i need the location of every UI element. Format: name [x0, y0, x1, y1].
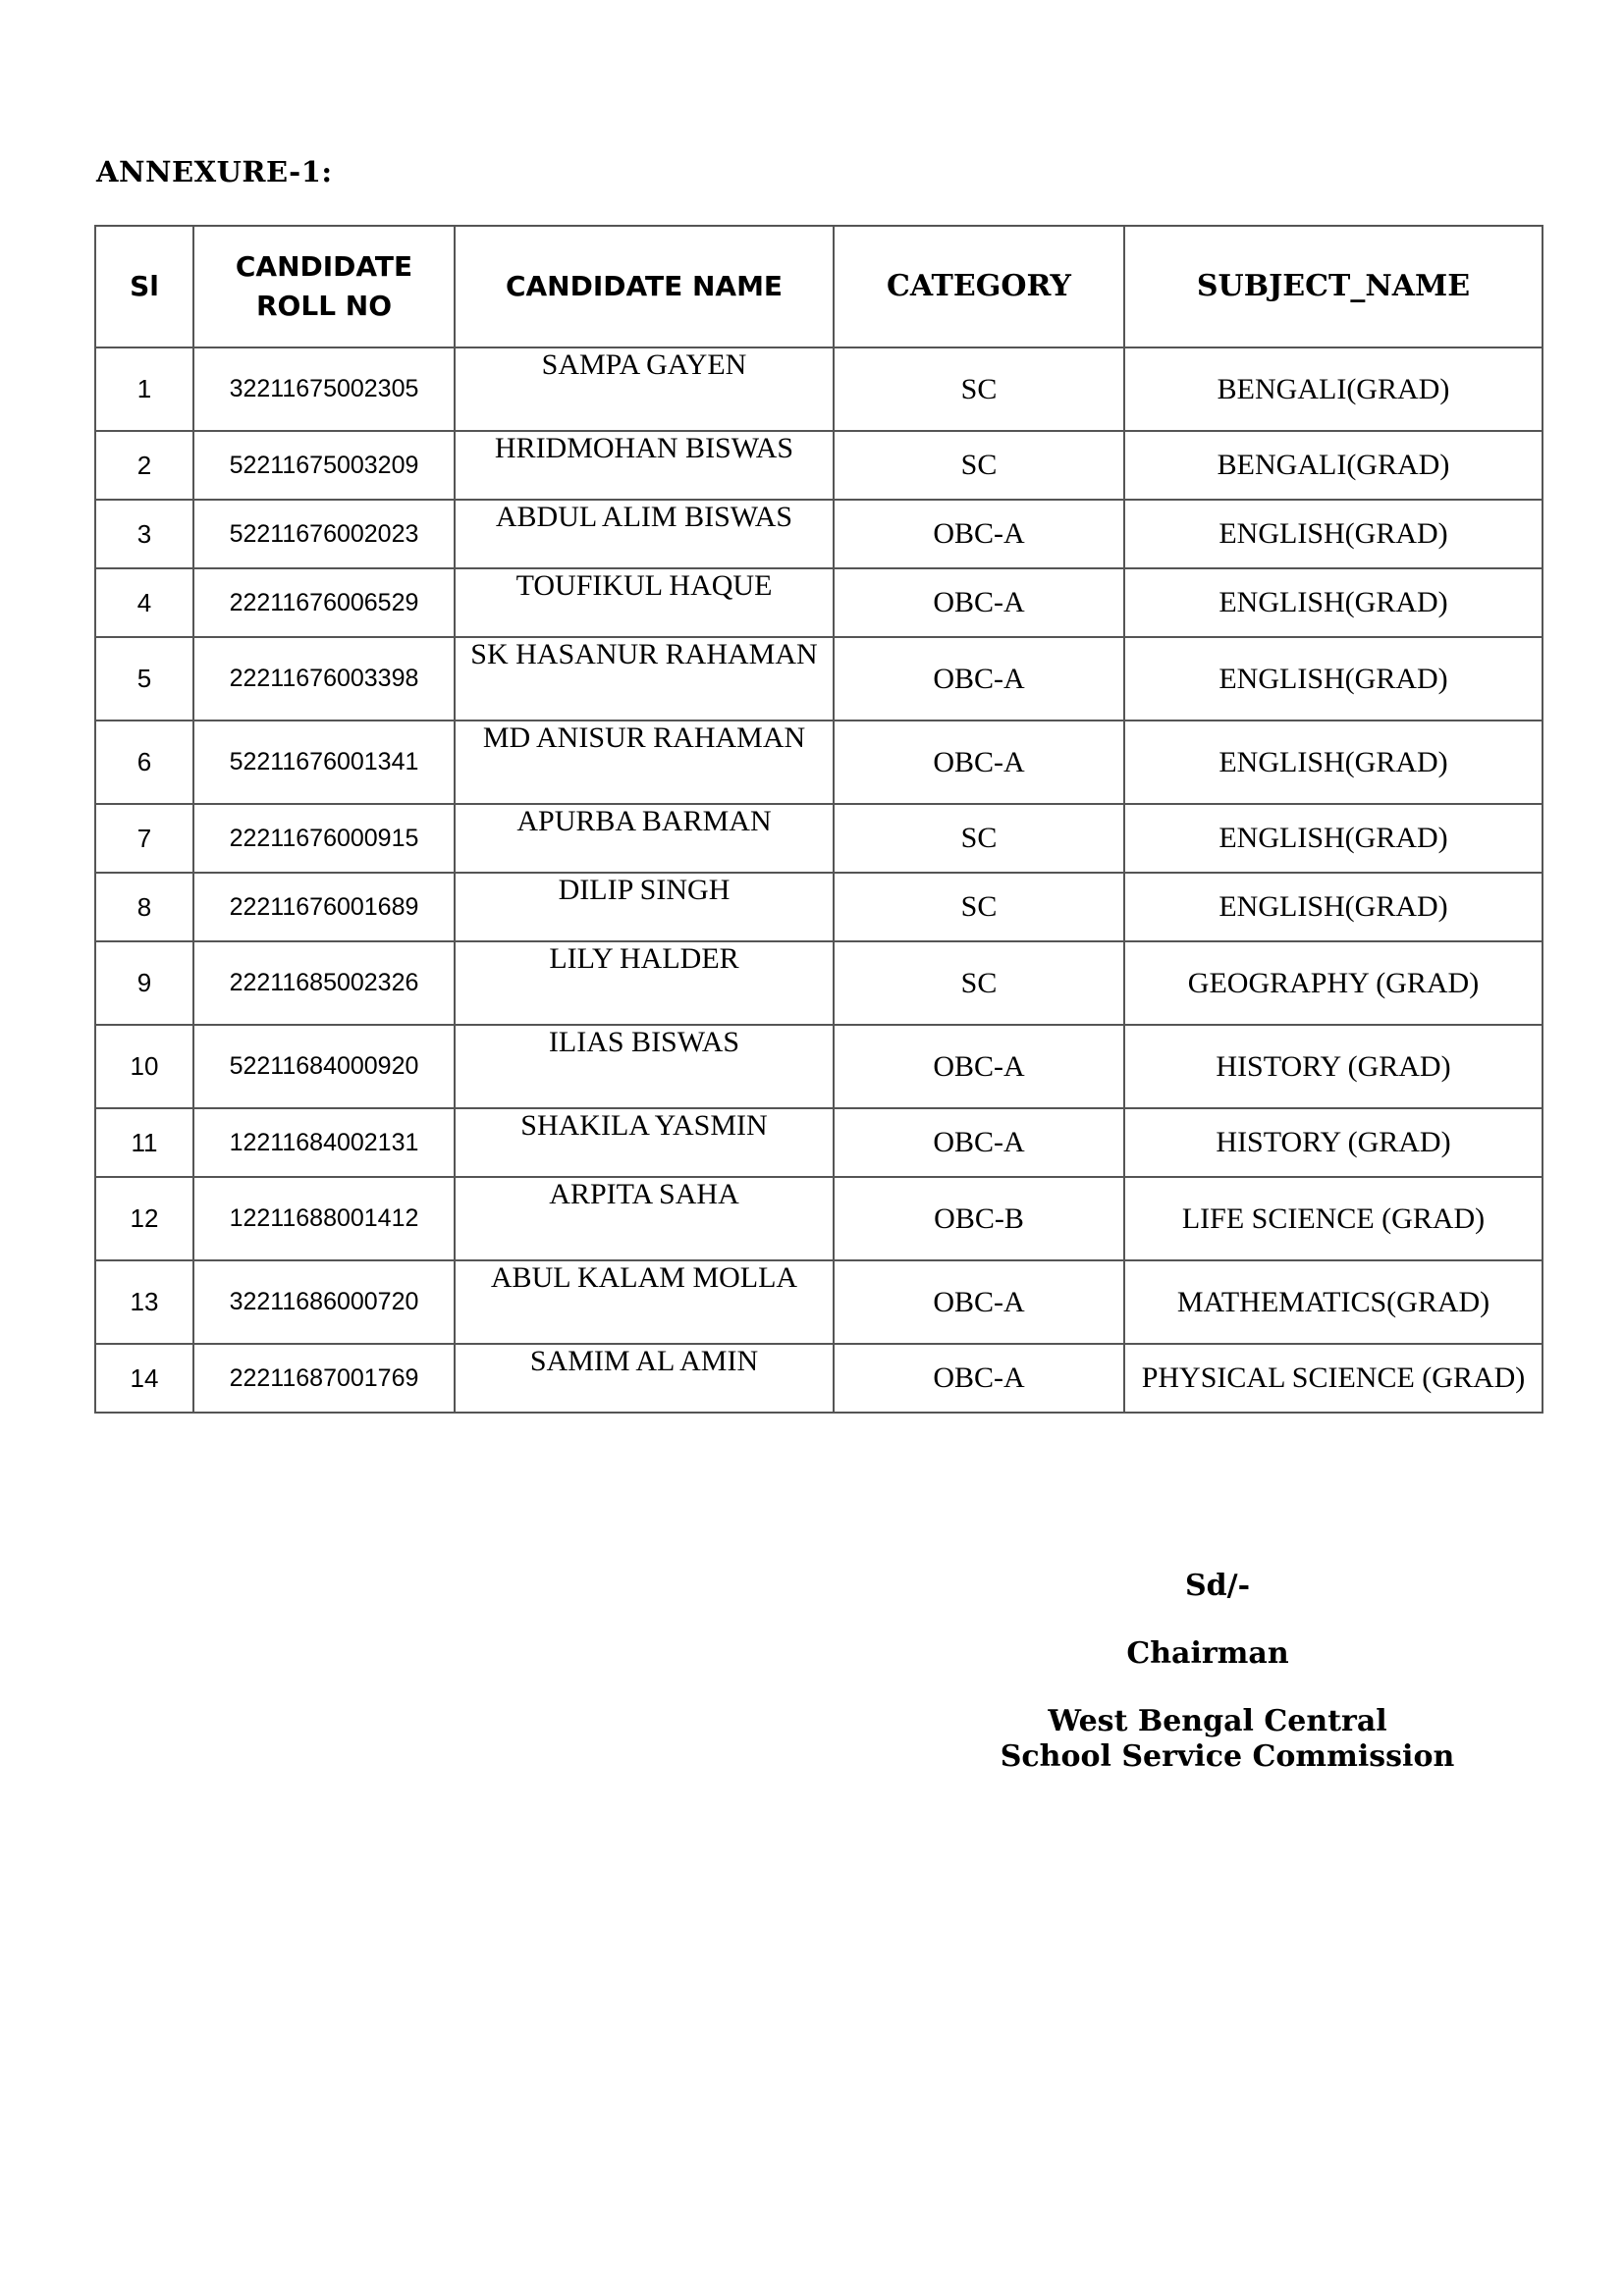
cell-roll-no: 22211687001769: [193, 1344, 455, 1413]
cell-category: OBC-A: [834, 1260, 1124, 1344]
cell-category: SC: [834, 431, 1124, 500]
header-roll-no: [193, 226, 455, 347]
cell-candidate-name: LILY HALDER: [455, 941, 834, 1025]
signature-org-line1: West Bengal Central: [1048, 1704, 1387, 1738]
cell-sl: 14: [95, 1344, 193, 1413]
cell-roll-no: 22211685002326: [193, 941, 455, 1025]
header-roll-line1: CANDIDATE: [235, 250, 413, 283]
cell-roll-no: 52211676002023: [193, 500, 455, 568]
table-row: [95, 500, 1543, 568]
cell-category: OBC-A: [834, 637, 1124, 721]
candidate-table: [94, 225, 1543, 1414]
cell-sl: 12: [95, 1177, 193, 1260]
header-category: CATEGORY: [834, 226, 1124, 347]
header-subject-name: SUBJECT_NAME: [1124, 226, 1543, 347]
cell-roll-no: 52211676001341: [193, 721, 455, 804]
table-row: [95, 568, 1543, 637]
cell-candidate-name: DILIP SINGH: [455, 873, 834, 941]
cell-candidate-name: SAMPA GAYEN: [455, 347, 834, 431]
cell-candidate-name: SK HASANUR RAHAMAN: [455, 637, 834, 721]
cell-category: OBC-A: [834, 1025, 1124, 1108]
cell-category: OBC-A: [834, 1344, 1124, 1413]
header-row: [95, 226, 1543, 347]
cell-roll-no: 22211676000915: [193, 804, 455, 873]
cell-roll-no: 52211684000920: [193, 1025, 455, 1108]
table-header: [95, 226, 1543, 347]
signature-sd: Sd/-: [1184, 1569, 1251, 1603]
cell-subject-name: ENGLISH(GRAD): [1124, 500, 1543, 568]
cell-subject-name: BENGALI(GRAD): [1124, 431, 1543, 500]
cell-subject-name: HISTORY (GRAD): [1124, 1108, 1543, 1177]
cell-category: SC: [834, 804, 1124, 873]
cell-sl: 5: [95, 637, 193, 721]
cell-sl: 11: [95, 1108, 193, 1177]
cell-sl: 6: [95, 721, 193, 804]
cell-sl: 7: [95, 804, 193, 873]
cell-subject-name: PHYSICAL SCIENCE (GRAD): [1124, 1344, 1543, 1413]
cell-candidate-name: ARPITA SAHA: [455, 1177, 834, 1260]
cell-subject-name: HISTORY (GRAD): [1124, 1025, 1543, 1108]
cell-category: OBC-B: [834, 1177, 1124, 1260]
cell-sl: 1: [95, 347, 193, 431]
table-row: [95, 873, 1543, 941]
cell-subject-name: ENGLISH(GRAD): [1124, 637, 1543, 721]
cell-subject-name: ENGLISH(GRAD): [1124, 568, 1543, 637]
cell-sl: 10: [95, 1025, 193, 1108]
cell-candidate-name: SAMIM AL AMIN: [455, 1344, 834, 1413]
header-roll-line2: ROLL NO: [255, 290, 393, 322]
cell-category: SC: [834, 347, 1124, 431]
cell-category: OBC-A: [834, 500, 1124, 568]
cell-candidate-name: ABDUL ALIM BISWAS: [455, 500, 834, 568]
cell-roll-no: 52211675003209: [193, 431, 455, 500]
cell-subject-name: ENGLISH(GRAD): [1124, 804, 1543, 873]
table-row: [95, 1025, 1543, 1108]
table-row: [95, 347, 1543, 431]
table-body: [95, 347, 1543, 1413]
table-row: [95, 1344, 1543, 1413]
cell-category: OBC-A: [834, 1108, 1124, 1177]
cell-subject-name: MATHEMATICS(GRAD): [1124, 1260, 1543, 1344]
cell-candidate-name: MD ANISUR RAHAMAN: [455, 721, 834, 804]
cell-roll-no: 22211676006529: [193, 568, 455, 637]
cell-sl: 4: [95, 568, 193, 637]
signature-org-line2: School Service Commission: [1000, 1739, 1455, 1774]
cell-candidate-name: ABUL KALAM MOLLA: [455, 1260, 834, 1344]
cell-category: SC: [834, 941, 1124, 1025]
cell-roll-no: 22211676003398: [193, 637, 455, 721]
table-row: [95, 637, 1543, 721]
header-candidate-name: CANDIDATE NAME: [455, 226, 834, 347]
cell-sl: 8: [95, 873, 193, 941]
table-row: [95, 1108, 1543, 1177]
cell-candidate-name: SHAKILA YASMIN: [455, 1108, 834, 1177]
cell-subject-name: BENGALI(GRAD): [1124, 347, 1543, 431]
cell-subject-name: LIFE SCIENCE (GRAD): [1124, 1177, 1543, 1260]
cell-sl: 13: [95, 1260, 193, 1344]
cell-candidate-name: APURBA BARMAN: [455, 804, 834, 873]
header-sl: Sl: [95, 226, 193, 347]
table-row: [95, 1177, 1543, 1260]
cell-roll-no: 32211686000720: [193, 1260, 455, 1344]
table-row: [95, 431, 1543, 500]
cell-subject-name: GEOGRAPHY (GRAD): [1124, 941, 1543, 1025]
annexure-title: ANNEXURE-1:: [96, 155, 333, 188]
cell-candidate-name: HRIDMOHAN BISWAS: [455, 431, 834, 500]
cell-sl: 9: [95, 941, 193, 1025]
cell-sl: 2: [95, 431, 193, 500]
table-row: [95, 721, 1543, 804]
cell-candidate-name: ILIAS BISWAS: [455, 1025, 834, 1108]
table-row: [95, 941, 1543, 1025]
cell-candidate-name: TOUFIKUL HAQUE: [455, 568, 834, 637]
cell-category: OBC-A: [834, 721, 1124, 804]
cell-roll-no: 22211676001689: [193, 873, 455, 941]
table-row: [95, 804, 1543, 873]
cell-roll-no: 12211684002131: [193, 1108, 455, 1177]
cell-subject-name: ENGLISH(GRAD): [1124, 873, 1543, 941]
cell-sl: 3: [95, 500, 193, 568]
cell-category: SC: [834, 873, 1124, 941]
table-row: [95, 1260, 1543, 1344]
cell-roll-no: 12211688001412: [193, 1177, 455, 1260]
signature-designation: Chairman: [1126, 1636, 1289, 1671]
cell-subject-name: ENGLISH(GRAD): [1124, 721, 1543, 804]
cell-category: OBC-A: [834, 568, 1124, 637]
cell-roll-no: 32211675002305: [193, 347, 455, 431]
